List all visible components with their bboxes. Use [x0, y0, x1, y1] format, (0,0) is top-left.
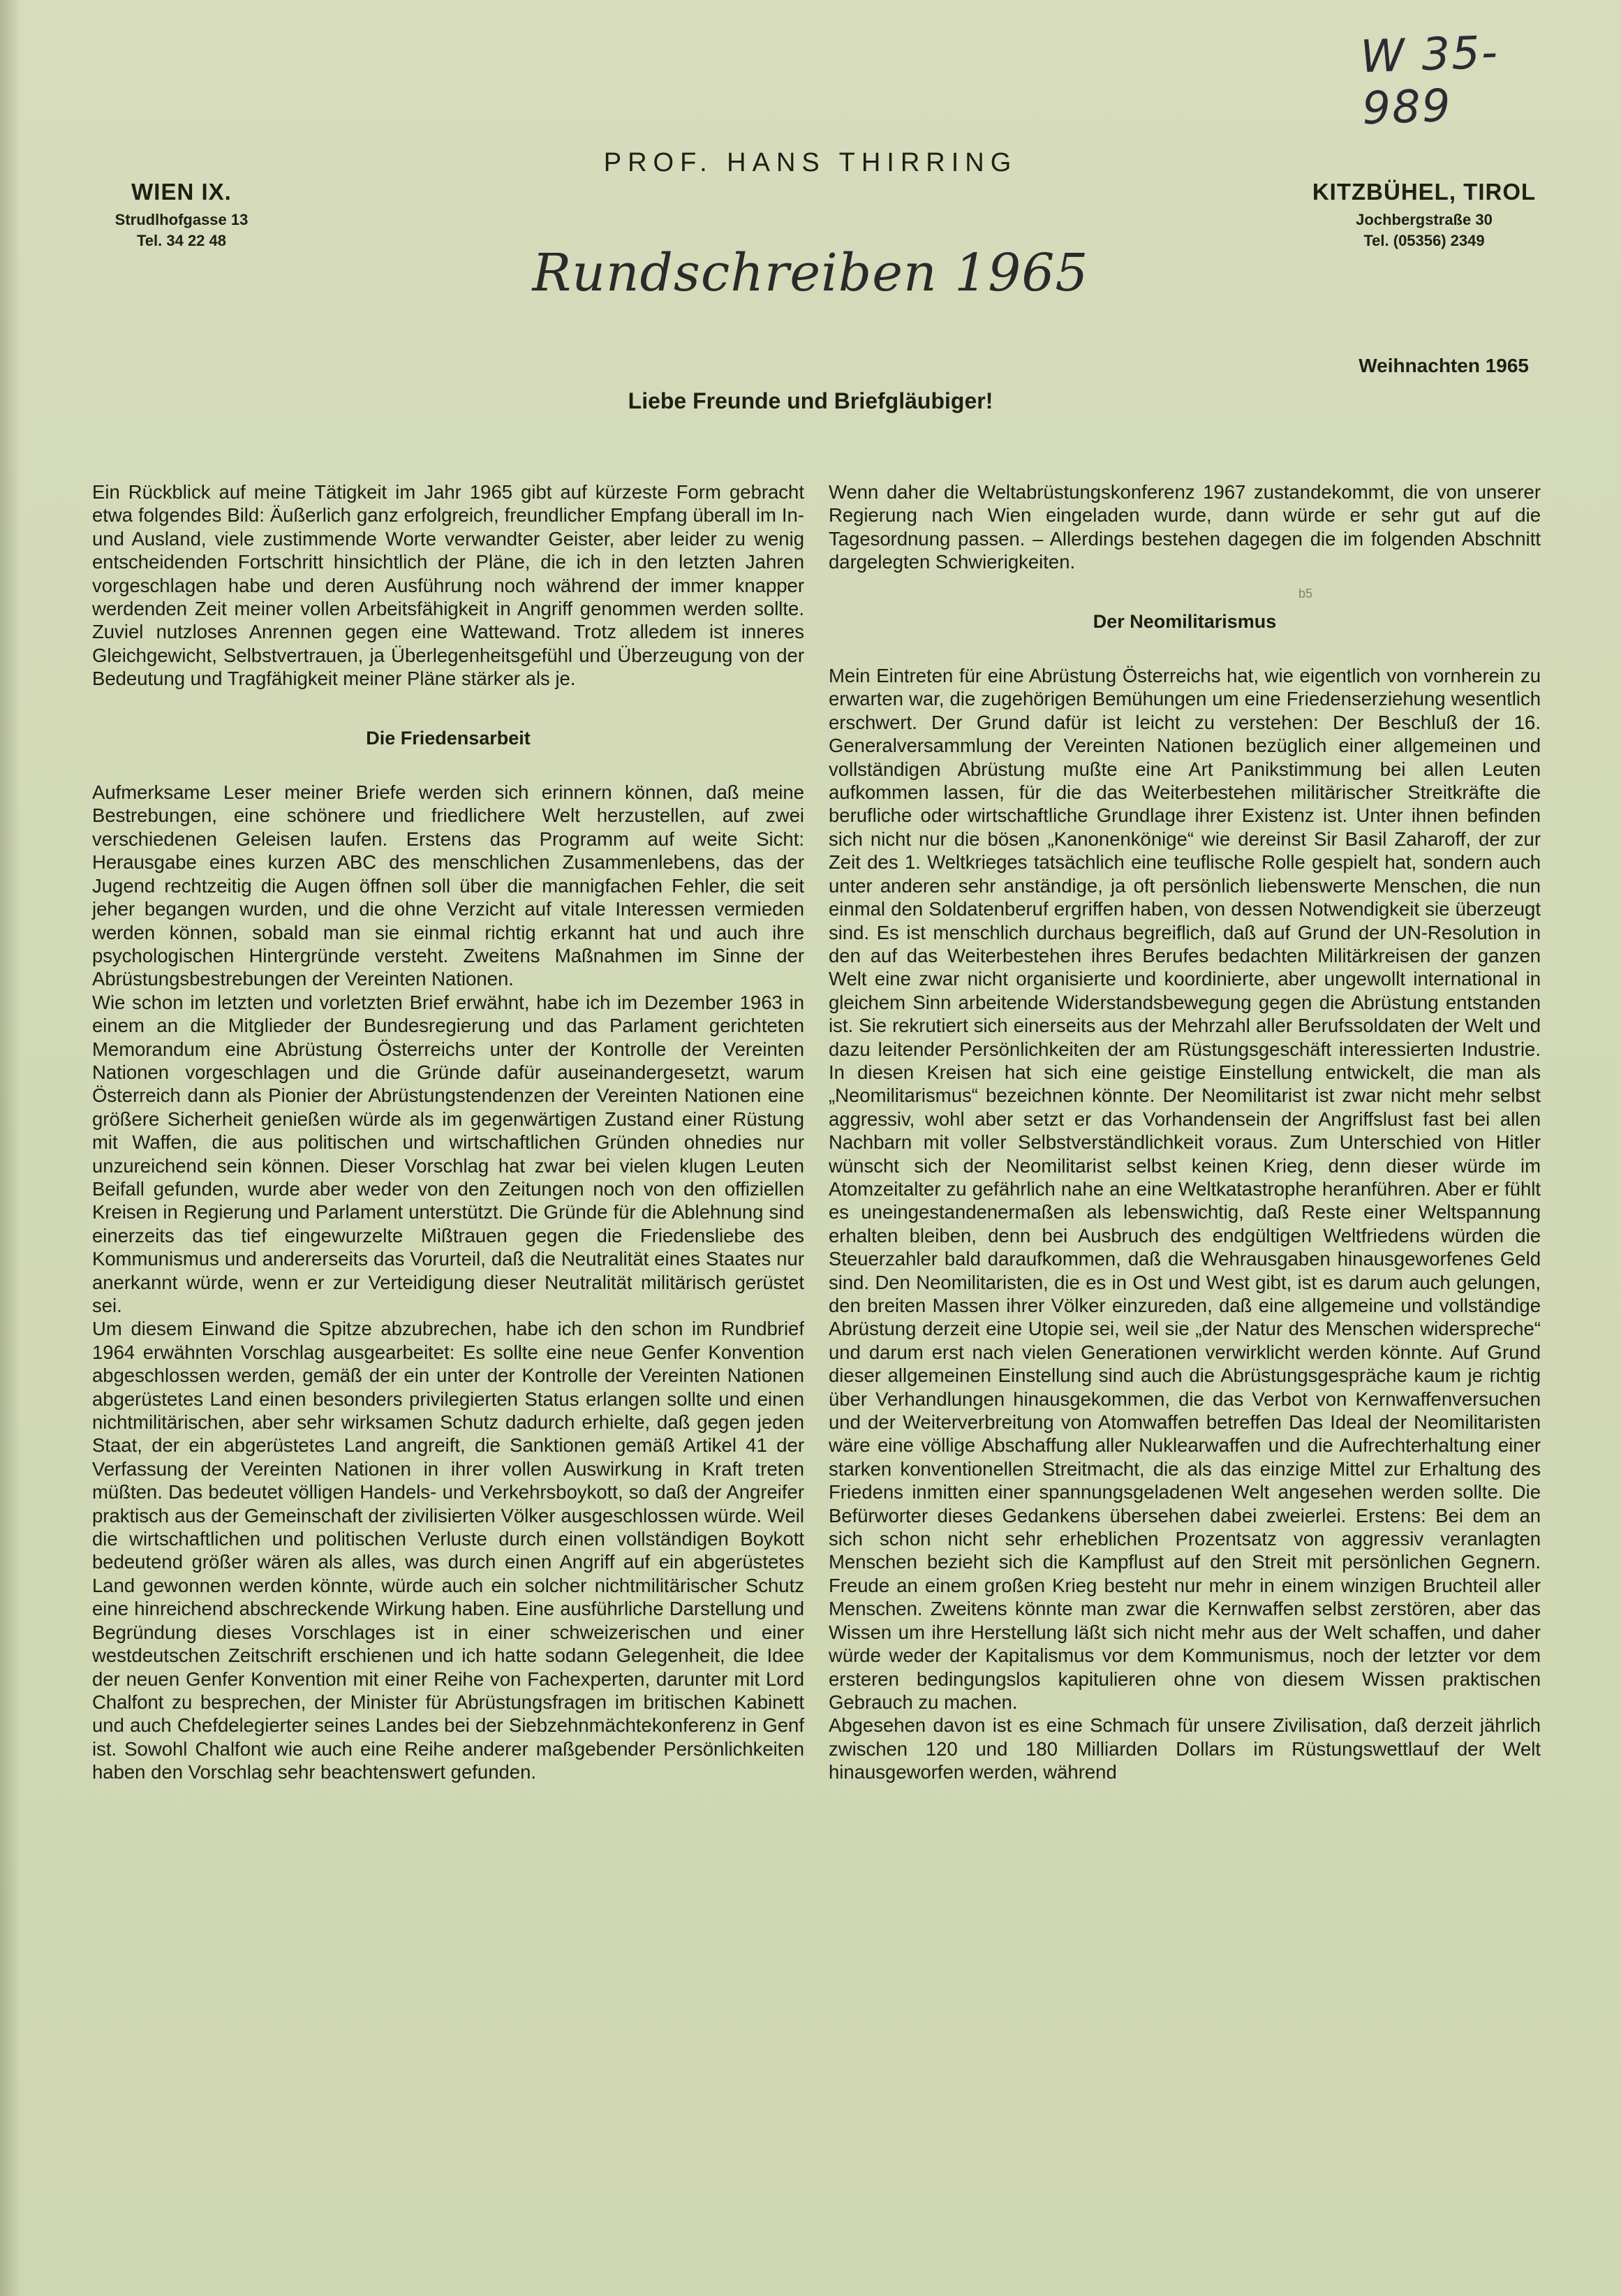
address-right-street: Jochbergstraße 30 — [1356, 211, 1493, 228]
salutation: Liebe Freunde und Briefgläubiger! — [628, 388, 993, 413]
right-column — [829, 480, 1541, 1784]
address-left-street: Strudlhofgasse 13 — [114, 211, 249, 228]
right-intro-paragraph: Wenn daher die Weltabrüstungskonferenz 1967 zustandekommt, die von unserer Regierung nach Wien eingeladen wurde, dann würde er sehr gut auf die Tagesordnung passen. – Allerdings bestehen dagegen die im folgenden Abschnitt dargelegten Schwierigkeiten. — [829, 481, 1541, 573]
section-heading-neomilitarismus: Der Neomilitarismus — [1093, 610, 1277, 632]
address-right-city: KITZBÜHEL, TIROL — [1312, 179, 1537, 205]
page-edge-shadow — [0, 0, 21, 2296]
address-left-city: WIEN IX. — [131, 179, 232, 205]
archive-id-handwritten: W 35-989 — [1359, 27, 1500, 135]
date-line: Weihnachten 1965 — [1359, 355, 1529, 376]
left-paragraph-1: Aufmerksame Leser meiner Briefe werden sich erinnern können, daß meine Bestrebungen, eine schönere und friedlichere Welt herzustellen, auf zwei verschiedenen Geleisen laufen. Erstens das Programm auf weite Sicht: Herausgabe eines kurzen ABC des menschlichen Zusammenlebens, das der Jugend rechtzeitig die Augen öffnen soll über die mannigfachen Fehler, die seit jeher begangen wurden, und die ohne Verzicht auf vitale Interessen vermieden werden können, sobald man sie einmal richtig erkannt hat und auch ihre psychologischen Hintergründe versteht. Zweitens Maßnahmen im Sinne der Abrüstungsbestrebungen der Vereinten Nationen. — [92, 781, 804, 990]
left-intro-paragraph: Ein Rückblick auf meine Tätigkeit im Jahr 1965 gibt auf kürzeste Form gebracht etwa folgendes Bild: Äußerlich ganz erfolgreich, freundlicher Empfang überall im In- und Ausland, viele zustimmende Worte verwandter Geister, aber leider zu wenig entscheidenden Fortschritt hinsichtlich der Pläne, die ich in den letzten Jahren vorgeschlagen habe und deren Ausführung noch während der immer knapper werdenden Zeit meiner vollen Arbeitsfähigkeit in Angriff genommen werden sollte. Zuviel nutzloses Anrennen gegen eine Wattewand. Trotz alledem ist inneres Gleichgewicht, Selbstvertrauen, ja Überlegenheitsgefühl und Überzeugung von der Bedeutung und Tragfähigkeit meiner Pläne stärker als je. — [92, 481, 804, 690]
address-left-phone: Tel. 34 22 48 — [136, 232, 226, 249]
address-left — [77, 179, 286, 250]
left-column — [92, 480, 804, 1784]
left-paragraph-3: Um diesem Einwand die Spitze abzubrechen, habe ich den schon im Rundbrief 1964 erwähnten Vorschlag ausgearbeitet: Es sollte eine neue Genfer Konvention abgeschlossen werden, gemäß der ein unter der Kontrolle der Vereinten Nationen abgerüstetes Land einen besonders privilegierten Status erlangen sollte und einen nichtmilitärischen, aber sehr wirksamen Schutz dadurch erhielte, daß gegen jeden Staat, der ein abgerüstetes Land angreift, die Sanktionen gemäß Artikel 41 der Verfassung der Vereinten Nationen in ihrer vollen Auswirkung in Kraft treten müßten. Das bedeutet völligen Handels- und Verkehrsboykott, so daß der Angreifer praktisch aus der Gemeinschaft der zivilisierten Völker ausgeschlossen würde. Weil die wirtschaftlichen und politischen Verluste durch einen vollständigen Boykott bedeutend größer wären als alles, was durch einen Angriff auf ein abgerüstetes Land gewonnen werden könnte, würde auch ein solcher nichtmilitärischer Schutz eine hinreichend abschreckende Wirkung haben. Eine ausführliche Darstellung und Begründung dieses Vorschlages ist in einer schweizerischen und einer westdeutschen Zeitschrift erschienen und ich hatte sodann Gelegenheit, die Idee der neuen Genfer Konvention mit einer Reihe von Fachexperten, darunter mit Lord Chalfont zu besprechen, der Minister für Abrüstungsfragen im britischen Kabinett und auch Chefdelegierter seines Landes bei der Siebzehnmächtekonferenz in Genf ist. Sowohl Chalfont wie auch eine Reihe anderer maßgebender Persönlichkeiten haben den Vorschlag sehr beachtenswert gefunden. — [92, 1318, 804, 1783]
address-right — [1298, 179, 1550, 250]
faint-stamp-mark: b5 — [1298, 587, 1313, 601]
section-heading-friedensarbeit: Die Friedensarbeit — [366, 727, 531, 749]
right-paragraph-1: Mein Eintreten für eine Abrüstung Österreichs hat, wie eigentlich von vornherein zu erwarten war, die zugehörigen Bemühungen um eine Friedenserziehung wesentlich erschwert. Der Grund dafür ist leicht zu verstehen: Der Beschluß der 16. Generalversammlung der Vereinten Nationen bezüglich einer allgemeinen und vollständigen Abrüstung mußte eine Art Panikstimmung bei allen Leuten aufkommen lassen, für die das Weiterbestehen militärischer Streitkräfte die berufliche oder wirtschaftliche Grundlage ihrer Existenz ist. Unter ihnen befinden sich nicht nur die bösen „Kanonenkönige“ wie dereinst Sir Basil Zaharoff, der zur Zeit des 1. Weltkrieges tatsächlich eine teuflische Rolle gespielt hat, sondern auch unter anderen sehr anständige, ja oft persönlich liebenswerte Menschen, die nun einmal den Soldatenberuf ergriffen haben, von dessen Notwendigkeit sie überzeugt sind. Es ist menschlich durchaus begreiflich, daß auf Grund der UN-Resolution in den auf das Weiterbestehen ihres Berufes bedachten Militärkreisen der ganzen Welt eine zwar nicht organisierte und koordinierte, aber ungewollt international in gleichem Sinn arbeitende Widerstandsbewegung gegen die Abrüstung entstanden ist. Sie rekrutiert sich einerseits aus der Mehrzahl aller Berufssoldaten der Welt und dazu leitender Persönlichkeiten der am Rüstungsgeschäft interessierten Industrie. In diesen Kreisen hat sich eine geistige Einstellung entwickelt, die man als „Neomilitarismus“ bezeichnen könnte. Der Neomilitarist ist zwar nicht mehr selbst aggressiv, wohl aber setzt er das Vorhandensein der Angriffslust fast bei allen Nachbarn mit voller Selbstverständlichkeit voraus. Zum Unterschied von Hitler wünscht sich der Neomilitarist selbst keinen Krieg, denn dieser würde im Atomzeitalter zu gefährlich nahe an eine Weltkatastrophe heranführen. Aber er fühlt es uneingestandenermaßen als lebenswichtig, daß Reste einer Weltspannung erhalten bleiben, denn bei Ausbruch des endgültigen Weltfriedens würden die Steuerzahler bald daraufkommen, daß die Wehrausgaben hinausgeworfenes Geld sind. Den Neomilitaristen, die es in Ost und West gibt, ist es darum auch gelungen, den breiten Massen ihrer Völker einzureden, daß eine allgemeine und vollständige Abrüstung derzeit eine Utopie sei, weil sie „der Natur des Menschen widerspreche“ und darum erst nach vielen Generationen verwirklicht werden könnte. Auf Grund dieser allgemeinen Einstellung sind auch die Abrüstungsgespräche kaum je richtig über Verhandlungen hinausgekommen, die das Verbot von Kernwaffenversuchen und der Weiterverbreitung von Atomwaffen betreffen Das Ideal der Neomilitaristen wäre eine völlige Abschaffung aller Nuklearwaffen und die Aufrechterhaltung einer starken konventionellen Streitmacht, die als das einzige Mittel zur Erhaltung des Friedens inmitten einer spannungsgeladenen Welt angesehen werden sollte. Die Befürworter dieses Gedankens übersehen dabei zweierlei. Erstens: Bei dem an sich schon nicht sehr erheblichen Prozentsatz von aggressiv veranlagten Menschen bezieht sich die Kampflust auf den Streit mit persönlichen Gegnern. Freude an einem großen Krieg besteht nur mehr in einem winzigen Bruchteil aller Menschen. Zweitens könnte man zwar die Kernwaffen selbst zerstören, aber das Wissen um ihre Herstellung läßt sich nicht mehr aus der Welt schaffen, und daher würde weder der Kapitalismus vor dem Kommunismus, noch der letzter vor dem ersteren bedingungslos kapitulieren ohne von diesem Wissen praktischen Gebrauch zu machen. — [829, 665, 1541, 1713]
document-title: Rundschreiben 1965 — [532, 243, 1089, 303]
letterhead-name: PROF. HANS THIRRING — [603, 148, 1018, 177]
right-paragraph-2: Abgesehen davon ist es eine Schmach für unsere Zivilisation, daß derzeit jährlich zwischen 120 und 180 Milliarden Dollars im Rüstungswettlauf der Welt hinausgeworfen werden, während — [829, 1714, 1541, 1783]
left-paragraph-2: Wie schon im letzten und vorletzten Brief erwähnt, habe ich im Dezember 1963 in einem an die Mitglieder der Bundesregierung und das Parlament gerichteten Memorandum eine Abrüstung Österreichs unter der Kontrolle der Vereinten Nationen vorgeschlagen und die Gründe dafür auseinandergesetzt, warum Österreich dann als Pionier der Abrüstungstendenzen der Vereinten Nationen eine größere Sicherheit genießen würde als im gegenwärtigen Zustand einer Rüstung mit Waffen, die aus politischen und wirtschaftlichen Gründen ohnedies nur unzureichend sein können. Dieser Vorschlag hat zwar bei vielen klugen Leuten Beifall gefunden, wurde aber weder von den Zeitungen noch von den offiziellen Kreisen in Regierung und Parlament unterstützt. Die Gründe für die Ablehnung sind einerzeits das tief eingewurzelte Mißtrauen gegen die Friedensliebe des Kommunismus und andererseits das Vorurteil, daß die Neutralität eines Staates nur anerkannt würde, wenn er zur Verteidigung dieser Neutralität militärisch gerüstet sei. — [92, 991, 804, 1316]
address-right-phone: Tel. (05356) 2349 — [1363, 232, 1485, 249]
